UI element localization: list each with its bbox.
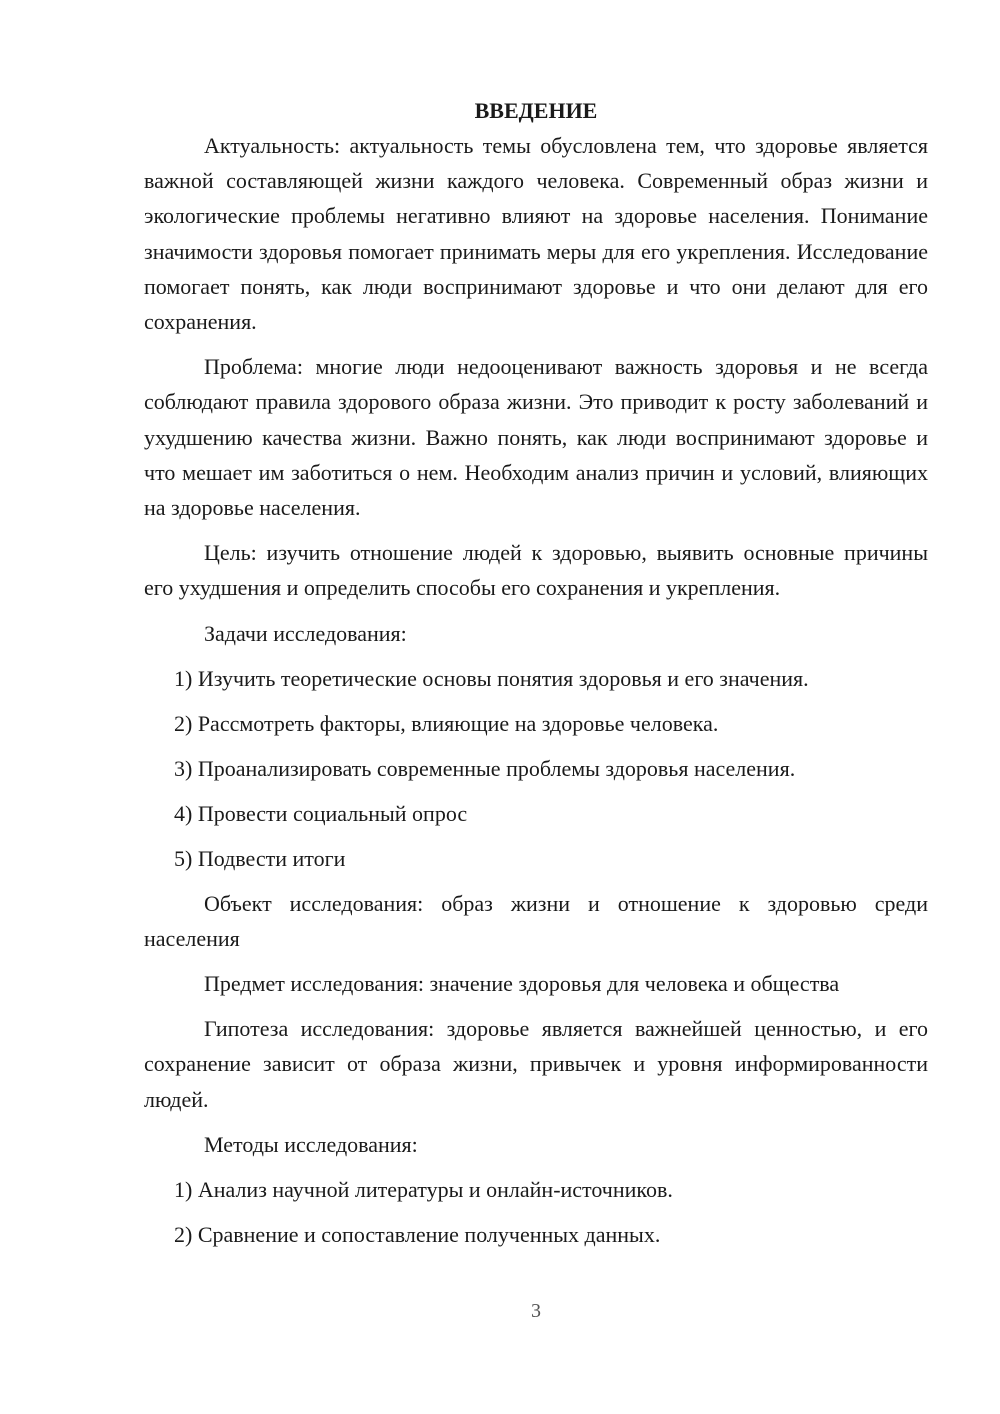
tasks-heading: Задачи исследования: — [204, 620, 407, 646]
list-item: 4) Провести социальный опрос — [174, 800, 468, 826]
list-item: 5) Подвести итоги — [174, 845, 346, 871]
object-paragraph: Объект исследования: образ жизни и отношение к здоровью среди населения — [144, 890, 928, 951]
problem-paragraph: Проблема: многие люди недооценивают важность здоровья и не всегда соблюдают правила здорового образа жизни. Это приводит к росту заболеваний и ухудшению качества жизни. Важно понять, как люди воспринимают здоровье и что мешает им заботиться о нем. Необходим анализ причин и условий, влияющих на здоровье населения. — [144, 354, 928, 521]
page-title: ВВЕДЕНИЕ — [474, 98, 598, 123]
page-number: 3 — [531, 1300, 541, 1322]
goal-paragraph: Цель: изучить отношение людей к здоровью, выявить основные причины его ухудшения и определить способы его сохранения и укрепления. — [144, 540, 928, 601]
list-item: 3) Проанализировать современные проблемы здоровья населения. — [174, 755, 796, 781]
list-item: 2) Сравнение и сопоставление полученных данных. — [174, 1221, 661, 1247]
methods-list — [144, 1172, 928, 1252]
tasks-list — [144, 661, 928, 876]
relevance-paragraph: Актуальность: актуальность темы обусловлена тем, что здоровье является важной составляющей жизни каждого человека. Современный образ жизни и экологические проблемы негативно влияют на здоровье населения. Понимание значимости здоровья помогает принимать меры для его укрепления. Исследование помогает понять, как люди воспринимают здоровье и что они делают для его сохранения. — [144, 133, 928, 335]
list-item: 2) Рассмотреть факторы, влияющие на здоровье человека. — [174, 710, 719, 736]
list-item: 1) Изучить теоретические основы понятия здоровья и его значения. — [174, 665, 809, 691]
methods-heading: Методы исследования: — [204, 1131, 418, 1157]
hypothesis-paragraph: Гипотеза исследования: здоровье является важнейшей ценностью, и его сохранение зависит от образа жизни, привычек и уровня информированности людей. — [144, 1016, 928, 1112]
page-content — [144, 93, 928, 1252]
list-item: 1) Анализ научной литературы и онлайн-источников. — [174, 1176, 673, 1202]
subject-paragraph: Предмет исследования: значение здоровья для человека и общества — [204, 971, 840, 997]
